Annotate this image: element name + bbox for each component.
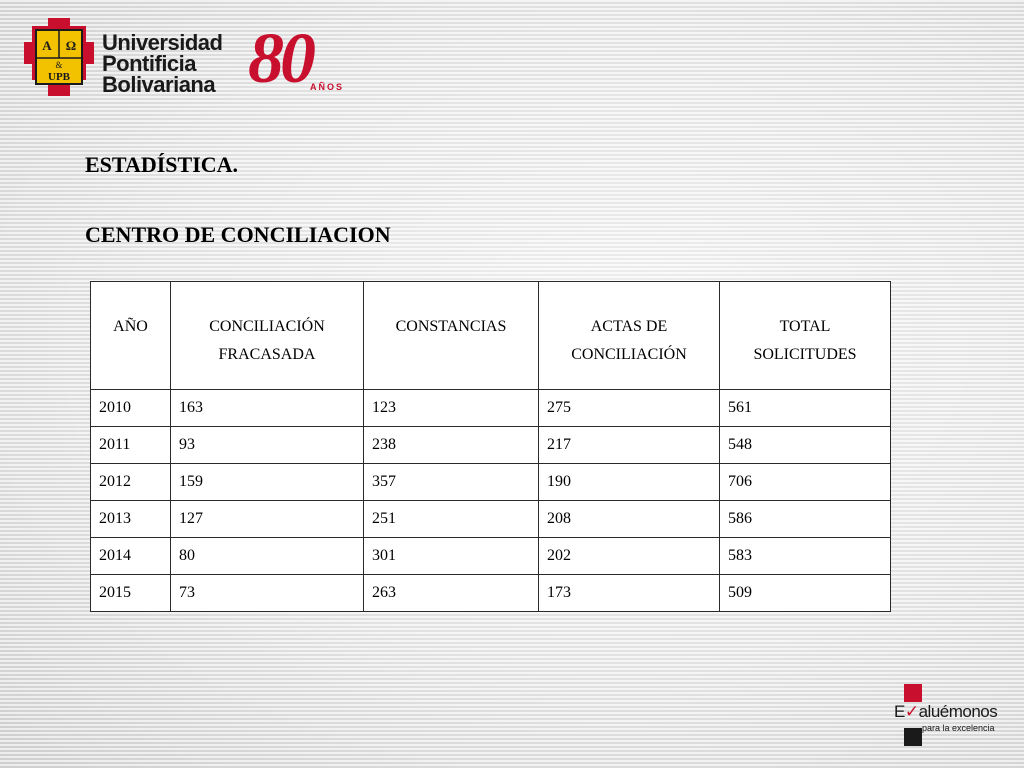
table-header-text: SOLICITUDES [753, 346, 857, 363]
table-body [91, 390, 891, 612]
table-header-text: ACTAS DE [590, 318, 668, 335]
campaign-word-prefix: E [894, 702, 905, 721]
crest-upb: UPB [48, 71, 70, 83]
table-cell: 2010 [91, 390, 171, 427]
university-line-1: Universidad [102, 30, 223, 55]
table-row [91, 501, 891, 538]
table-cell: 357 [364, 464, 539, 501]
table-row [91, 575, 891, 612]
table-row [91, 464, 891, 501]
slide-title: ESTADÍSTICA. [85, 152, 239, 177]
table-row [91, 538, 891, 575]
table-cell: 2011 [91, 427, 171, 464]
table-cell: 80 [171, 538, 364, 575]
table-row [91, 390, 891, 427]
crest-omega: Ω [65, 38, 77, 53]
table-cell: 217 [539, 427, 720, 464]
table-cell: 706 [720, 464, 891, 501]
table-cell: 190 [539, 464, 720, 501]
university-line-3: Bolivariana [102, 72, 216, 97]
table-header-row [91, 282, 891, 390]
crest-alpha: A [42, 38, 52, 53]
table-cell: 586 [720, 501, 891, 538]
check-mark-icon: ✓ [904, 702, 919, 721]
table-header-text: CONCILIACIÓN [209, 318, 325, 335]
table-cell: 208 [539, 501, 720, 538]
anniversary-caption: AÑOS [310, 82, 345, 92]
anniversary-logo [248, 18, 356, 98]
table-cell: 73 [171, 575, 364, 612]
table-cell: 123 [364, 390, 539, 427]
table-cell: 561 [720, 390, 891, 427]
table-cell: 2015 [91, 575, 171, 612]
campaign-red-square [904, 684, 922, 702]
university-wordmark [102, 32, 222, 95]
campaign-black-square [904, 728, 922, 746]
table-header-cell [720, 282, 891, 390]
table-cell: 163 [171, 390, 364, 427]
table-cell: 275 [539, 390, 720, 427]
table-cell: 301 [364, 538, 539, 575]
table-cell: 2013 [91, 501, 171, 538]
table-cell: 548 [720, 427, 891, 464]
campaign-logo [892, 684, 1002, 748]
table-header-text: CONCILIACIÓN [571, 346, 687, 363]
anniversary-number: 80 [248, 18, 312, 98]
campaign-word-rest: aluémonos [918, 702, 998, 721]
table-cell: 127 [171, 501, 364, 538]
university-logo [24, 18, 234, 98]
table-row [91, 427, 891, 464]
table-header-cell [364, 282, 539, 390]
campaign-wordmark [894, 702, 997, 722]
university-crest-icon [24, 18, 94, 96]
table-cell: 93 [171, 427, 364, 464]
university-line-2: Pontificia [102, 51, 197, 76]
table-header-cell [171, 282, 364, 390]
table-header-cell [91, 282, 171, 390]
table-cell: 583 [720, 538, 891, 575]
table-cell: 263 [364, 575, 539, 612]
table-header-text: CONSTANCIAS [395, 318, 507, 335]
crest-ampersand: & [55, 60, 63, 70]
slide-subtitle: CENTRO DE CONCILIACION [85, 222, 391, 247]
table-cell: 2012 [91, 464, 171, 501]
table-header-text: FRACASADA [218, 346, 316, 363]
table-cell: 509 [720, 575, 891, 612]
table-cell: 251 [364, 501, 539, 538]
table-cell: 238 [364, 427, 539, 464]
table-cell: 202 [539, 538, 720, 575]
table-cell: 2014 [91, 538, 171, 575]
statistics-table [90, 281, 891, 612]
table-header-text: AÑO [113, 318, 148, 335]
table-cell: 159 [171, 464, 364, 501]
campaign-tagline: para la excelencia [922, 723, 995, 733]
table-header-cell [539, 282, 720, 390]
table-cell: 173 [539, 575, 720, 612]
table-header-text: TOTAL [779, 318, 831, 335]
